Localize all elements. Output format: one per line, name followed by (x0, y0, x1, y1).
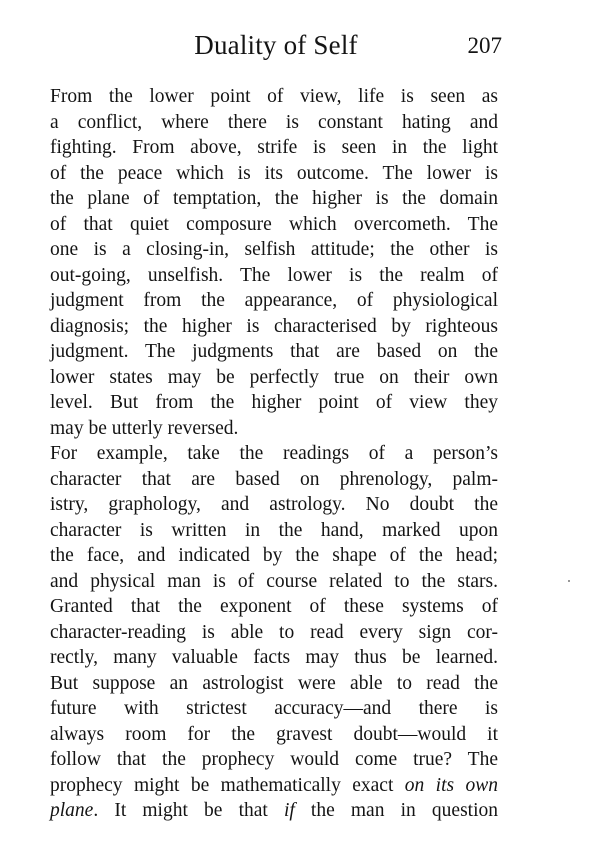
text-line: judgment from the appearance, of physiological (50, 290, 498, 311)
text-line: the plane of temptation, the higher is the domain (50, 188, 498, 209)
text-line: character that are based on phrenology, palm- (50, 468, 498, 490)
text-line: Granted that the exponent of these systems of (50, 596, 498, 617)
paragraph-2 (50, 441, 498, 824)
text-line: istry, graphology, and astrology. No doubt the (50, 494, 498, 515)
text-line: level. But from the higher point of view they (50, 392, 498, 413)
text-run: the man in question (294, 800, 498, 821)
text-line-mixed (50, 773, 498, 799)
paper-speck (568, 580, 570, 582)
text-line: future with strictest accuracy—and there is (50, 698, 498, 719)
text-line: From the lower point of view, life is seen as (50, 86, 498, 107)
text-line: judgment. The judgments that are based on the (50, 341, 498, 362)
text-line: lower states may be perfectly true on their own (50, 366, 498, 388)
italic-text: plane (50, 800, 94, 821)
text-line: follow that the prophecy would come true? The (50, 749, 498, 770)
text-line: diagnosis; the higher is characterised by righteous (50, 315, 498, 337)
text-line: the face, and indicated by the shape of the head; (50, 545, 498, 566)
text-run: prophecy might be mathematically exact (50, 774, 405, 796)
text-line: a conflict, where there is constant hating and (50, 111, 498, 133)
text-run: . It might be that (93, 800, 284, 821)
text-line: character-reading is able to read every sign cor- (50, 621, 498, 643)
text-line: one is a closing-in, selfish attitude; the other is (50, 239, 498, 260)
running-head (50, 28, 502, 62)
text-line: fighting. From above, strife is seen in the light (50, 137, 498, 158)
italic-text: on its own (404, 774, 499, 796)
text-line: of that quiet composure which overcometh. The (50, 213, 498, 235)
page-number: 207 (467, 33, 502, 58)
text-line: of the peace which is its outcome. The lower is (50, 162, 498, 184)
text-line: and physical man is of course related to the stars. (50, 570, 498, 592)
paragraph-1 (50, 84, 498, 441)
text-line: rectly, many valuable facts may thus be learned. (50, 647, 498, 668)
text-line: But suppose an astrologist were able to read the (50, 672, 498, 694)
text-line: always room for the gravest doubt—would it (50, 723, 498, 745)
text-line: For example, take the readings of a person’s (50, 443, 498, 464)
text-line: out-going, unselfish. The lower is the realm of (50, 264, 498, 286)
text-line: may be utterly reversed. (50, 417, 239, 439)
italic-text: if (283, 800, 295, 821)
body-text (50, 84, 498, 824)
text-line-mixed (50, 798, 498, 824)
page-title: Duality of Self (194, 30, 358, 60)
text-line: character is written in the hand, marked upon (50, 519, 498, 541)
